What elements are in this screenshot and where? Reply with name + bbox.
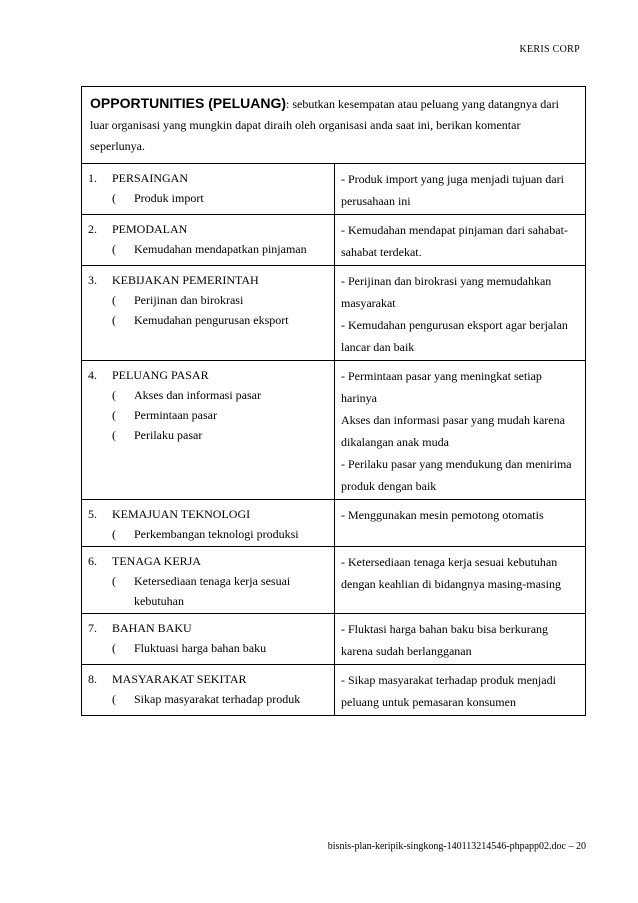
factor-title: MASYARAKAT SEKITAR	[112, 672, 247, 686]
factor-sub-item	[88, 405, 330, 425]
factor-title-line	[88, 168, 330, 188]
table-row	[82, 614, 585, 665]
factor-title: KEBIJAKAN PEMERINTAH	[112, 273, 259, 287]
factor-title-line	[88, 365, 330, 385]
factor-sub-item	[88, 310, 330, 330]
factor-number: 7.	[88, 621, 97, 635]
factor-cell	[82, 614, 335, 664]
factor-sub-item	[88, 571, 330, 611]
factor-sub-item	[88, 385, 330, 405]
comment-text: - Kemudahan mendapat pinjaman dari sahabat-sahabat terdekat.	[341, 223, 568, 259]
factor-cell	[82, 665, 335, 715]
intro-heading: OPPORTUNITIES (PELUANG)	[90, 95, 287, 111]
factor-title: BAHAN BAKU	[112, 621, 192, 635]
factor-title: PELUANG PASAR	[112, 368, 209, 382]
factor-sub-text: Perkembangan teknologi produksi	[134, 527, 299, 541]
comment-cell	[335, 614, 585, 664]
bullet-marker: (	[112, 388, 116, 402]
factor-cell	[82, 215, 335, 265]
intro-section	[82, 87, 585, 164]
factor-sub-text: Produk import	[134, 191, 204, 205]
bullet-marker: (	[112, 692, 116, 706]
comment-cell	[335, 215, 585, 265]
factor-sub-text: Permintaan pasar	[134, 408, 217, 422]
bullet-marker: (	[112, 428, 116, 442]
comment-cell	[335, 500, 585, 546]
comment-text: - Ketersediaan tenaga kerja sesuai kebutuhan dengan keahlian di bidangnya masing-masing	[341, 555, 561, 591]
header-company: KERIS CORP	[519, 44, 580, 55]
factor-sub-text: Perijinan dan birokrasi	[134, 293, 244, 307]
table-row	[82, 361, 585, 500]
factor-number: 2.	[88, 222, 97, 236]
comment-text: Akses dan informasi pasar yang mudah karena dikalangan anak muda	[341, 413, 565, 449]
bullet-marker: (	[112, 313, 116, 327]
factor-sub-item	[88, 524, 330, 544]
factor-title: TENAGA KERJA	[112, 554, 201, 568]
table-row	[82, 164, 585, 215]
factor-sub-item	[88, 425, 330, 445]
factor-number: 1.	[88, 171, 97, 185]
bullet-marker: (	[112, 527, 116, 541]
factor-cell	[82, 500, 335, 546]
bullet-marker: (	[112, 242, 116, 256]
factor-sub-item	[88, 290, 330, 310]
factor-sub-text: Kemudahan mendapatkan pinjaman	[134, 242, 307, 256]
factor-sub-item	[88, 689, 330, 709]
comment-text: - Perilaku pasar yang mendukung dan menirima produk dengan baik	[341, 457, 572, 493]
factor-title: KEMAJUAN TEKNOLOGI	[112, 507, 251, 521]
factor-sub-item	[88, 239, 330, 259]
factor-sub-text: Ketersediaan tenaga kerja sesuai kebutuhan	[134, 574, 291, 608]
table-row	[82, 500, 585, 547]
factor-number: 4.	[88, 368, 97, 382]
table-row	[82, 665, 585, 715]
bullet-marker: (	[112, 293, 116, 307]
factor-title: PERSAINGAN	[112, 171, 189, 185]
bullet-marker: (	[112, 574, 116, 588]
comment-text: - Produk import yang juga menjadi tujuan dari perusahaan ini	[341, 172, 564, 208]
factor-cell	[82, 164, 335, 214]
factor-title-line	[88, 219, 330, 239]
comment-text: - Menggunakan mesin pemotong otomatis	[341, 508, 544, 522]
factor-title-line	[88, 551, 330, 571]
factor-title-line	[88, 270, 330, 290]
factor-title-line	[88, 504, 330, 524]
comment-cell	[335, 665, 585, 715]
factor-cell	[82, 361, 335, 499]
factor-number: 8.	[88, 672, 97, 686]
comment-text: - Perijinan dan birokrasi yang memudahkan masyarakat	[341, 274, 552, 310]
factor-title: PEMODALAN	[112, 222, 188, 236]
table-row	[82, 215, 585, 266]
factor-title-line	[88, 669, 330, 689]
factor-sub-item	[88, 188, 330, 208]
factor-sub-text: Akses dan informasi pasar	[134, 388, 261, 402]
factor-sub-text: Kemudahan pengurusan eksport	[134, 313, 289, 327]
factor-sub-text: Fluktuasi harga bahan baku	[134, 641, 267, 655]
factor-number: 5.	[88, 507, 97, 521]
table-row	[82, 547, 585, 614]
intro-text: : sebutkan kesempatan atau peluang yang datangnya dari luar organisasi yang mungkin dapat diraih oleh organisasi anda saat ini, berikan komentar seperlunya.	[90, 97, 559, 153]
comment-cell	[335, 164, 585, 214]
factor-number: 3.	[88, 273, 97, 287]
footer-filename: bisnis-plan-keripik-singkong-140113214546-phpapp02.doc – 20	[327, 841, 586, 852]
comment-cell	[335, 547, 585, 613]
table-row	[82, 266, 585, 361]
factor-title-line	[88, 618, 330, 638]
comment-text: - Kemudahan pengurusan eksport agar berjalan lancar dan baik	[341, 318, 568, 354]
factor-sub-item	[88, 638, 330, 658]
bullet-marker: (	[112, 641, 116, 655]
factor-number: 6.	[88, 554, 97, 568]
bullet-marker: (	[112, 408, 116, 422]
factor-sub-text: Perilaku pasar	[134, 428, 203, 442]
comment-text: - Sikap masyarakat terhadap produk menjadi peluang untuk pemasaran konsumen	[341, 673, 556, 709]
factor-sub-text: Sikap masyarakat terhadap produk	[134, 692, 301, 706]
comment-text: - Permintaan pasar yang meningkat setiap harinya	[341, 369, 542, 405]
factor-cell	[82, 266, 335, 360]
factor-cell	[82, 547, 335, 613]
opportunities-table	[81, 86, 586, 716]
comment-cell	[335, 361, 585, 499]
bullet-marker: (	[112, 191, 116, 205]
comment-text: - Fluktasi harga bahan baku bisa berkurang karena sudah berlangganan	[341, 622, 549, 658]
table-body	[82, 164, 585, 715]
comment-cell	[335, 266, 585, 360]
